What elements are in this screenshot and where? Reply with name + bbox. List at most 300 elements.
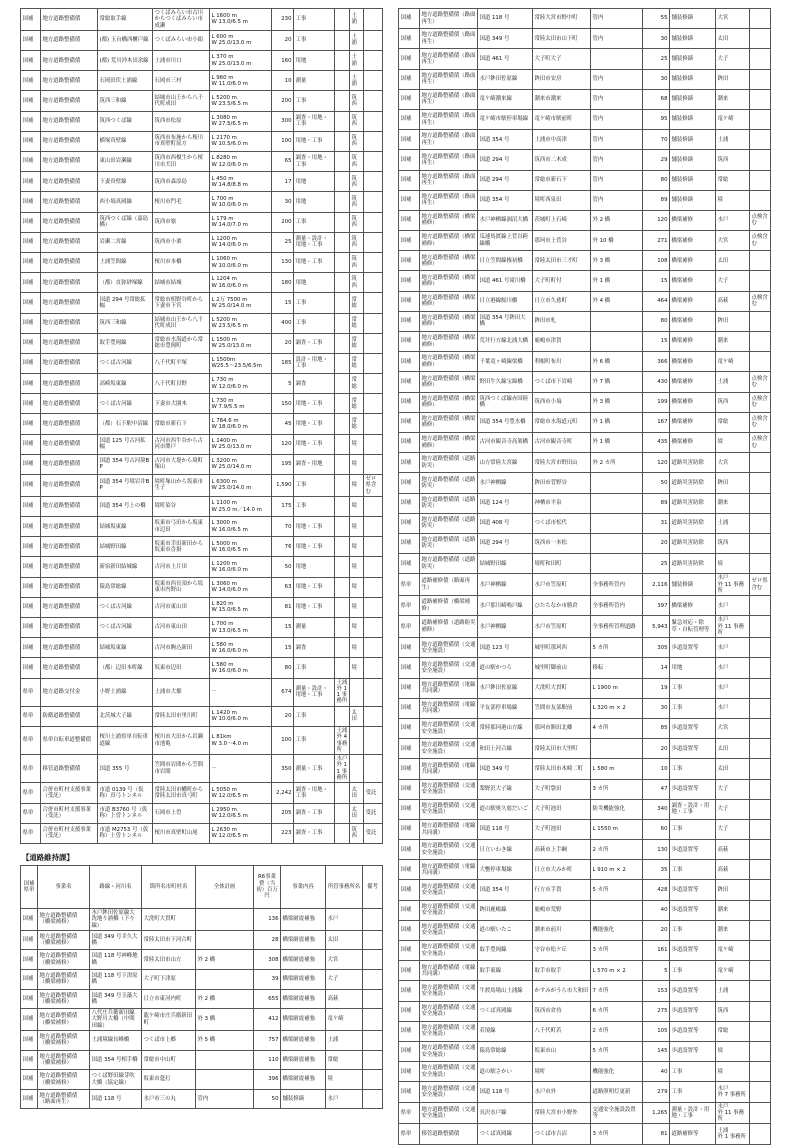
- table-cell: 舗装修繕: [670, 150, 716, 170]
- table-cell: 地方道路整備債（橋梁補修）: [420, 311, 478, 331]
- table-cell: 地方道路整備債: [41, 212, 98, 232]
- table-cell: [591, 311, 643, 331]
- table-cell: 5 カ所: [591, 880, 643, 900]
- table-cell: 工事: [670, 759, 716, 779]
- table-row: [21, 71, 383, 91]
- header-budget: R6事業費（当初）百万円: [254, 865, 281, 908]
- table-cell: [750, 130, 771, 150]
- table-cell: 外 4 橋: [591, 291, 643, 311]
- table-cell: 国補: [21, 557, 41, 577]
- table-cell: [196, 1070, 254, 1090]
- table-cell: 国補: [21, 394, 41, 414]
- table-cell: L 5200 m W 23.5/6.5 m: [210, 313, 272, 333]
- table-cell: 外 5 橋: [196, 1031, 254, 1051]
- table-cell: 太田: [716, 29, 750, 49]
- table-cell: 筑西: [350, 252, 364, 272]
- table-cell: 130: [272, 252, 294, 272]
- table-cell: 4 カ所: [591, 718, 643, 738]
- table-cell: 160: [272, 51, 294, 71]
- table-row: [21, 496, 383, 516]
- table-row: [21, 577, 383, 597]
- table-cell: 国補: [399, 9, 420, 29]
- table-cell: [591, 49, 643, 69]
- table-cell: 管内: [591, 170, 643, 190]
- table-cell: [335, 51, 350, 71]
- table-cell: つくばみらい市古川からつくばみらい市成瀬: [153, 9, 210, 31]
- table-cell: 大宮: [716, 718, 750, 738]
- table-cell: [364, 517, 383, 537]
- table-cell: 境: [716, 554, 750, 574]
- table-cell: [335, 803, 350, 823]
- section-title: 【道路維持課】: [22, 852, 74, 862]
- table-cell: 日立笠間線権初橋: [478, 251, 533, 271]
- table-row: [399, 596, 771, 616]
- table-cell: 常陸大宮市野中町: [533, 9, 591, 29]
- table-cell: 国補: [399, 412, 420, 432]
- table-cell: 国道 118 号: [478, 819, 533, 839]
- table-cell: 用地: [294, 557, 335, 577]
- table-row: [399, 819, 771, 839]
- table-cell: [335, 537, 350, 557]
- table-cell: 歩道設置等: [670, 880, 716, 900]
- table-cell: 橋梁補修: [670, 271, 716, 291]
- table-cell: 大洗町大貫町: [533, 678, 591, 698]
- table-cell: 鹿嶋市津賀: [533, 332, 591, 352]
- table-cell: 道路災害防除: [670, 533, 716, 553]
- table-row: [399, 981, 771, 1001]
- table-cell: 国補: [21, 152, 41, 172]
- table-cell: [363, 930, 383, 950]
- table-cell: 205: [272, 803, 294, 823]
- table-cell: 地方道路整備債（橋梁補修）: [38, 989, 90, 1009]
- table-cell: 地方道路整備債（路面再生）: [420, 49, 478, 69]
- table-row: [21, 823, 383, 843]
- header-remarks: 備考: [363, 865, 383, 908]
- table-cell: [750, 251, 771, 271]
- table-cell: [364, 638, 383, 658]
- table-row: [399, 9, 771, 29]
- table-cell: L 820 m W 15.0/6.5 m: [210, 597, 272, 617]
- table-cell: 国道 294 号: [478, 170, 533, 190]
- table-cell: 歩道設置等: [670, 840, 716, 860]
- table-cell: 橋梁補修: [670, 352, 716, 372]
- table-cell: 桜川市大田から岩瀬市池亀: [153, 726, 210, 754]
- table-cell: [750, 981, 771, 1001]
- table-cell: 17: [272, 172, 294, 192]
- table-cell: 国補: [399, 473, 420, 493]
- table-cell: 橋梁耐震補強: [281, 1009, 326, 1031]
- table-cell: 外 6 橋: [591, 352, 643, 372]
- table-cell: 竜ケ崎潮来線: [478, 89, 533, 109]
- table-cell: 水戸 外 7 事務所: [716, 1082, 750, 1102]
- table-cell: 外 2 橋: [196, 950, 254, 970]
- table-cell: 国補: [399, 880, 420, 900]
- table-cell: 地方道路整備債（道路防災）: [420, 554, 478, 574]
- table-cell: 舗装修繕: [670, 89, 716, 109]
- table-cell: 橋梁耐震補強: [281, 950, 326, 970]
- table-cell: 国道 118 号: [478, 9, 533, 29]
- table-cell: 道の駅いたこ: [478, 920, 533, 940]
- table-cell: つくば野田線芽吹大橋（協定線）: [90, 1070, 142, 1090]
- table-row: [399, 271, 771, 291]
- table-cell: 野田牛久線宝綿橋: [478, 372, 533, 392]
- table-cell: 用地・工事: [294, 252, 335, 272]
- table-cell: 地方道路整備債（交通安全施設）: [420, 880, 478, 900]
- table-cell: 水戸鉾田佐原線: [478, 678, 533, 698]
- table-cell: 工事: [294, 496, 335, 516]
- table-cell: 常陸太田市三才町: [533, 251, 591, 271]
- table-row: [399, 638, 771, 658]
- table-row: [399, 840, 771, 860]
- table-row: [399, 658, 771, 678]
- table-cell: 地方道路整備債（交通安全施設）: [420, 920, 478, 940]
- table-cell: 大宮: [716, 231, 750, 251]
- table-row: [399, 678, 771, 698]
- table-cell: [750, 533, 771, 553]
- table-cell: 龍ケ崎市庄兵衛新田町: [142, 1009, 196, 1031]
- table-row: [21, 989, 383, 1009]
- table-cell: 地方道路整備債（路面再生）: [38, 1089, 90, 1109]
- table-cell: 工事: [294, 726, 335, 754]
- left-column: [20, 8, 382, 1109]
- table-cell: L 3060 m W 14.0/6.0 m: [210, 577, 272, 597]
- table-cell: 橋梁補修: [670, 412, 716, 432]
- table-cell: 測量・設計・用地・工事: [294, 232, 335, 252]
- table-cell: 道路災害防除: [670, 513, 716, 533]
- table-cell: (都) 玉台橋西櫃戸線: [98, 30, 153, 50]
- table-cell: 境: [326, 1070, 363, 1090]
- table-cell: 47: [643, 779, 670, 799]
- table-cell: 国道 118 号: [478, 1082, 533, 1102]
- table-cell: 境: [350, 454, 364, 474]
- table-cell: [750, 109, 771, 129]
- table-cell: －: [210, 755, 272, 783]
- table-cell: 市道 M2753 号（仮称）上曽トンネル: [98, 823, 153, 843]
- table-cell: 国補: [399, 1001, 420, 1021]
- table-cell: [750, 840, 771, 860]
- table-cell: 340: [643, 799, 670, 819]
- table-cell: 国補: [399, 513, 420, 533]
- table-cell: 地方道路整備債: [41, 51, 98, 71]
- table-cell: 195: [272, 454, 294, 474]
- table-row: [21, 51, 383, 71]
- table-row: [399, 432, 771, 452]
- table-cell: 土浦市大畑: [153, 678, 210, 706]
- table-cell: L 580 m W 16.0/6.0 m: [210, 658, 272, 678]
- table-cell: 地方道路整備債: [41, 91, 98, 111]
- table-cell: 地方道路整備債（橋梁補修）: [420, 271, 478, 291]
- table-cell: L 1900 m: [591, 678, 643, 698]
- maintenance-table: [398, 8, 771, 1145]
- table-cell: 用地: [294, 172, 335, 192]
- table-cell: 筑西市小栗: [153, 232, 210, 252]
- table-cell: 地方道路整備債（橋梁補修）: [420, 352, 478, 372]
- table-cell: 地方道路整備債（電線共同溝）: [420, 678, 478, 698]
- table-row: [21, 537, 383, 557]
- table-cell: 防災機能強化: [591, 799, 643, 819]
- table-cell: 調査・設計・用地・工事: [670, 799, 716, 819]
- table-cell: 桜川土浦県単自転車道線: [98, 726, 153, 754]
- table-cell: 地方道路整備債（路面再生）: [420, 170, 478, 190]
- table-cell: 水戸: [716, 596, 750, 616]
- table-cell: 管内: [591, 69, 643, 89]
- table-cell: L 81km W 3.0～4.0 m: [210, 726, 272, 754]
- table-cell: 測量: [294, 71, 335, 91]
- table-cell: 国補: [399, 658, 420, 678]
- table-cell: 県単: [399, 1102, 420, 1124]
- table-cell: 筑西: [716, 150, 750, 170]
- table-cell: 国補: [399, 291, 420, 311]
- table-cell: [364, 252, 383, 272]
- table-cell: 橋梁補修: [670, 231, 716, 251]
- table-cell: 外 10 橋: [591, 231, 643, 251]
- table-cell: 国補: [21, 638, 41, 658]
- table-cell: 管内: [591, 130, 643, 150]
- table-cell: 130: [643, 840, 670, 860]
- table-cell: [335, 394, 350, 414]
- table-cell: 土浦: [326, 1031, 363, 1051]
- table-cell: 筑西市松原: [153, 111, 210, 131]
- table-cell: [363, 1089, 383, 1109]
- table-cell: つくば市松代: [533, 513, 591, 533]
- table-cell: 鹿嶋市荒野: [533, 900, 591, 920]
- table-cell: 外 2 橋: [196, 989, 254, 1009]
- table-cell: 土浦: [350, 51, 364, 71]
- table-cell: 国補: [21, 597, 41, 617]
- table-cell: [750, 1041, 771, 1061]
- table-cell: 地方道路整備債: [41, 557, 98, 577]
- table-cell: 那珂市上菅谷: [533, 231, 591, 251]
- table-cell: 地方道路整備債: [41, 30, 98, 50]
- table-row: [21, 293, 383, 313]
- table-cell: 管内: [591, 190, 643, 210]
- table-cell: 下妻真壁線: [98, 172, 153, 192]
- table-cell: 調査・用地・工事: [294, 783, 335, 803]
- table-row: [21, 212, 383, 232]
- table-cell: 地方道路整備債（路面再生）: [420, 89, 478, 109]
- table-cell: 400: [272, 313, 294, 333]
- table-cell: 国補: [399, 981, 420, 1001]
- table-cell: 68: [643, 89, 670, 109]
- table-cell: [750, 658, 771, 678]
- table-cell: 2 カ所: [591, 840, 643, 860]
- table-cell: [364, 313, 383, 333]
- table-row: [399, 210, 771, 230]
- table-row: [21, 783, 383, 803]
- table-cell: 調査: [294, 374, 335, 394]
- table-cell: 80: [643, 170, 670, 190]
- table-cell: 石岡市上曽: [153, 803, 210, 823]
- table-cell: [750, 1001, 771, 1021]
- table-cell: 常総: [350, 333, 364, 353]
- table-cell: 日立市大みか町: [533, 860, 591, 880]
- table-cell: 高萩市上手綱: [533, 840, 591, 860]
- table-cell: 道路補修債（路面再生）: [420, 574, 478, 596]
- table-cell: 城里町御前山: [533, 658, 591, 678]
- table-cell: 地方道路整備債（道路防災）: [420, 513, 478, 533]
- table-cell: 大子: [716, 799, 750, 819]
- table-cell: 県単: [21, 823, 41, 843]
- table-cell: 大子: [716, 779, 750, 799]
- table-cell: 地方道路整備債（交通安全施設）: [420, 840, 478, 860]
- table-cell: 国補: [21, 434, 41, 454]
- table-cell: [364, 434, 383, 454]
- table-cell: 39: [254, 969, 281, 989]
- table-cell: 2,242: [272, 783, 294, 803]
- table-cell: [364, 111, 383, 131]
- table-cell: 石岡田伏土浦線: [98, 71, 153, 91]
- table-cell: 大子町池田: [533, 799, 591, 819]
- table-cell: 用地: [670, 658, 716, 678]
- table-cell: [335, 414, 350, 434]
- table-cell: 結城野田線: [478, 554, 533, 574]
- table-cell: 国道 123 号: [478, 638, 533, 658]
- table-cell: 常陸太田市幡町から常陸太田市真弓町: [153, 783, 210, 803]
- table-cell: 30: [643, 69, 670, 89]
- table-cell: 2 カ所: [591, 1021, 643, 1041]
- table-cell: [335, 823, 350, 843]
- table-cell: つくば真岡線: [478, 1001, 533, 1021]
- table-cell: L 5200 m W 23.5/6.5 m: [210, 91, 272, 111]
- table-cell: 全事務所管理道路: [591, 616, 643, 638]
- table-cell: 271: [643, 231, 670, 251]
- table-cell: 常総取手線: [98, 9, 153, 31]
- table-cell: L 580 m: [591, 759, 643, 779]
- table-cell: 31: [643, 513, 670, 533]
- table-row: [399, 961, 771, 981]
- table-cell: 竜ケ崎市駅前町: [533, 109, 591, 129]
- table-cell: 国補: [21, 9, 41, 31]
- table-cell: 利根町布川: [533, 352, 591, 372]
- table-row: [399, 89, 771, 109]
- table-cell: 水戸鉾田佐原線: [478, 69, 533, 89]
- table-cell: 筑西三和線: [98, 313, 153, 333]
- table-cell: 国補: [21, 517, 41, 537]
- table-cell: 新宿新田結城線: [98, 557, 153, 577]
- table-cell: 国補: [399, 554, 420, 574]
- table-cell: 25: [643, 49, 670, 69]
- header-location: 箇所名市町村名: [142, 865, 196, 908]
- table-cell: [750, 941, 771, 961]
- table-cell: 国補: [21, 51, 41, 71]
- table-cell: 古河市西牛谷から古河市関戸: [153, 434, 210, 454]
- table-cell: 岩瀬二宮線: [98, 232, 153, 252]
- table-row: [399, 759, 771, 779]
- table-row: [21, 475, 383, 497]
- table-cell: L 960 m W 11.0/6.0 m: [210, 71, 272, 91]
- table-cell: 筑西つくば線赤国陸橋: [478, 392, 533, 412]
- table-cell: [335, 293, 350, 313]
- table-cell: 水戸 外 11 事務所: [716, 616, 750, 638]
- table-cell: [750, 920, 771, 940]
- table-cell: 取手豊岡線: [478, 941, 533, 961]
- table-cell: 国補: [399, 900, 420, 920]
- table-cell: [364, 394, 383, 414]
- table-row: [399, 372, 771, 392]
- table-cell: 八千代町若: [533, 1021, 591, 1041]
- table-cell: [196, 969, 254, 989]
- table-cell: 工事: [294, 9, 335, 31]
- table-cell: 土浦: [350, 71, 364, 91]
- table-cell: 歩道設置等: [670, 1001, 716, 1021]
- table-cell: 境: [350, 577, 364, 597]
- table-cell: 地方道路整備債: [41, 192, 98, 212]
- table-cell: [363, 989, 383, 1009]
- table-row: [21, 1070, 383, 1090]
- table-cell: 国補: [21, 496, 41, 516]
- table-cell: [591, 554, 643, 574]
- table-cell: [364, 152, 383, 172]
- table-cell: [364, 678, 383, 706]
- table-cell: 道路災害防除: [670, 554, 716, 574]
- table-cell: 点検含む: [750, 291, 771, 311]
- table-cell: 日立港線鮎川橋: [478, 291, 533, 311]
- table-cell: 国道 118 号下津原橋: [90, 969, 142, 989]
- table-row: [399, 190, 771, 210]
- table-cell: 国補: [21, 353, 41, 373]
- table-cell: 412: [254, 1009, 281, 1031]
- table-cell: 橋梁耐震補強: [281, 908, 326, 930]
- table-cell: 大子町池田: [533, 819, 591, 839]
- table-row: [399, 799, 771, 819]
- table-cell: 外 1 橋: [591, 271, 643, 291]
- table-cell: 荒井行方線北浦大橋: [478, 332, 533, 352]
- table-cell: [335, 131, 350, 151]
- table-cell: 移管道路整備債: [420, 1124, 478, 1144]
- table-cell: 地方道路整備債（交通安全施設）: [420, 981, 478, 1001]
- table-cell: [364, 131, 383, 151]
- table-cell: 工事: [670, 1082, 716, 1102]
- table-cell: 大子町大子: [533, 49, 591, 69]
- table-cell: 橋梁耐震補強: [281, 969, 326, 989]
- table-cell: 国補: [399, 1082, 420, 1102]
- table-cell: L 1100 m W 25.0 m／14.0 m: [210, 496, 272, 516]
- table-cell: 国補: [399, 920, 420, 940]
- table-cell: 鉾田市菅野谷: [533, 473, 591, 493]
- table-cell: 筑西: [350, 192, 364, 212]
- table-cell: 調査・用地・工事: [294, 152, 335, 172]
- table-row: [21, 557, 383, 577]
- table-cell: [364, 333, 383, 353]
- table-cell: 常総: [716, 1021, 750, 1041]
- table-cell: 県単: [21, 706, 41, 726]
- table-cell: 結城市結城: [153, 273, 210, 293]
- table-cell: 国補: [399, 332, 420, 352]
- table-cell: 地方道路整備債（橋梁補修）: [38, 1070, 90, 1090]
- table-cell: 国補: [399, 678, 420, 698]
- table-cell: [364, 414, 383, 434]
- table-cell: 橋梁補修: [670, 251, 716, 271]
- table-cell: L 2950 m W 12.0/6.5 m: [210, 803, 272, 823]
- table-cell: 25: [272, 232, 294, 252]
- table-cell: 橋梁補修: [670, 332, 716, 352]
- table-cell: 守谷市松ケ丘: [533, 941, 591, 961]
- table-cell: 水戸: [326, 1089, 363, 1109]
- table-cell: 管内: [591, 150, 643, 170]
- table-cell: 工事: [670, 819, 716, 839]
- table-cell: 太田: [716, 251, 750, 271]
- table-cell: 測量: [294, 618, 335, 638]
- table-cell: 国補: [21, 454, 41, 474]
- table-row: [21, 9, 383, 31]
- table-row: [399, 392, 771, 412]
- table-cell: 用地・工事: [294, 131, 335, 151]
- table-cell: 大子: [716, 819, 750, 839]
- table-cell: 工事: [670, 961, 716, 981]
- table-cell: 桜川市門毛: [153, 192, 210, 212]
- table-cell: 国道 349 号: [478, 759, 533, 779]
- table-cell: [364, 706, 383, 726]
